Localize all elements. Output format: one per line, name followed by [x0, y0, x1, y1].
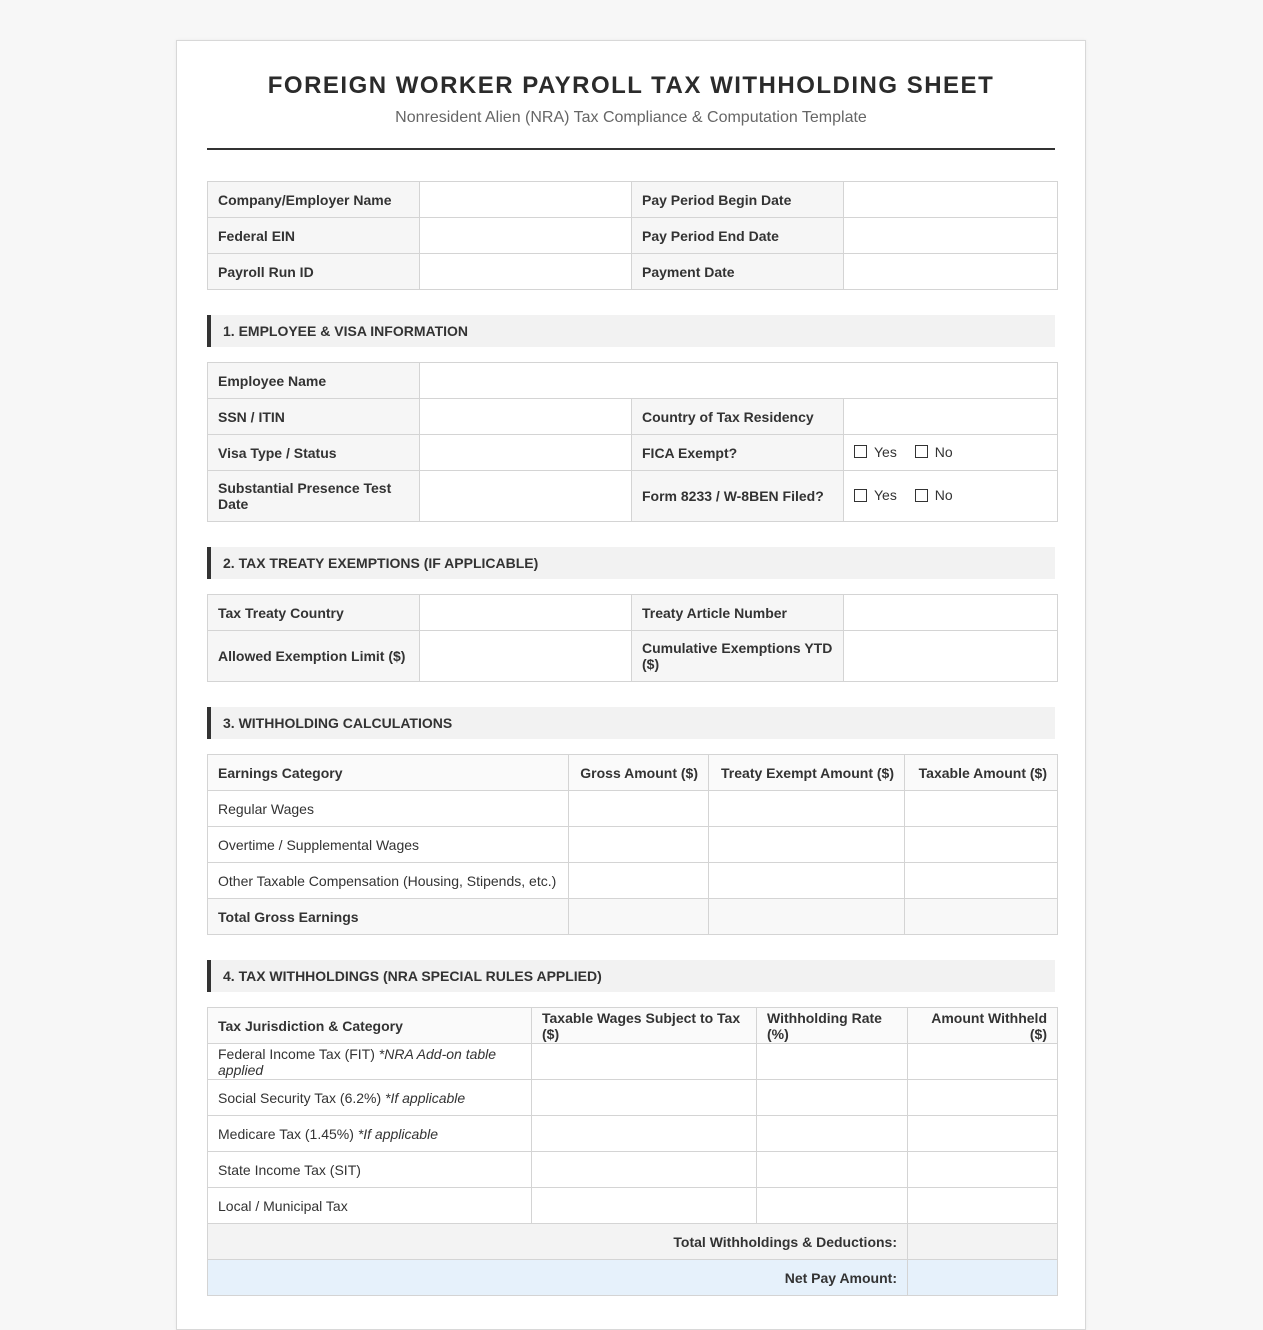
earnings-category: Other Taxable Compensation (Housing, Stipends, etc.): [208, 863, 569, 899]
pay-end-field[interactable]: [844, 218, 1058, 254]
company-field[interactable]: [420, 182, 632, 218]
withholding-sheet: [176, 40, 1086, 1330]
total-gross-label: Total Gross Earnings: [208, 899, 569, 935]
article-field[interactable]: [844, 595, 1058, 631]
pay-begin-label: Pay Period Begin Date: [632, 182, 844, 218]
net-pay-row: [208, 1260, 1058, 1296]
earnings-category: Regular Wages: [208, 791, 569, 827]
ein-field[interactable]: [420, 218, 632, 254]
tax-category-label: Local / Municipal Tax: [218, 1197, 348, 1214]
total-taxable-field[interactable]: [905, 899, 1058, 935]
total-withholdings-row: [208, 1224, 1058, 1260]
section-3-header: 3. WITHHOLDING CALCULATIONS: [207, 707, 1055, 739]
title-divider: [207, 148, 1055, 150]
cumulative-label: Cumulative Exemptions YTD ($): [632, 631, 844, 682]
company-label: Company/Employer Name: [208, 182, 420, 218]
rate-field[interactable]: [757, 1152, 908, 1188]
ssn-field[interactable]: [420, 399, 632, 435]
treaty-country-label: Tax Treaty Country: [208, 595, 420, 631]
taxable-wages-field[interactable]: [532, 1188, 757, 1224]
tax-category-note: *If applicable: [385, 1089, 466, 1106]
form-label: Form 8233 / W-8BEN Filed?: [632, 471, 844, 522]
table-row: [208, 791, 1058, 827]
earnings-category: Overtime / Supplemental Wages: [208, 827, 569, 863]
earnings-header-gross: Gross Amount ($): [569, 755, 709, 791]
earnings-table: [207, 754, 1058, 935]
net-pay-label: Net Pay Amount:: [208, 1260, 908, 1296]
form-no-checkbox[interactable]: [915, 489, 928, 502]
withholding-header-rate: Withholding Rate (%): [757, 1008, 908, 1044]
form-no-option[interactable]: [915, 487, 953, 503]
total-withholdings-field[interactable]: [908, 1224, 1058, 1260]
fica-yes-checkbox[interactable]: [854, 445, 867, 458]
total-withholdings-label: Total Withholdings & Deductions:: [208, 1224, 908, 1260]
tax-category: [208, 1152, 532, 1188]
tax-category-note: *NRA Add-on table applied: [218, 1045, 497, 1078]
payment-date-field[interactable]: [844, 254, 1058, 290]
net-pay-field[interactable]: [908, 1260, 1058, 1296]
earnings-header-category: Earnings Category: [208, 755, 569, 791]
form-yes-option[interactable]: [854, 487, 897, 503]
payment-date-label: Payment Date: [632, 254, 844, 290]
fica-no-checkbox[interactable]: [915, 445, 928, 458]
page-subtitle: Nonresident Alien (NRA) Tax Compliance & Computation Template: [395, 109, 867, 126]
total-gross-field[interactable]: [569, 899, 709, 935]
gross-amount-field[interactable]: [569, 863, 709, 899]
taxable-wages-field[interactable]: [532, 1044, 757, 1080]
taxable-wages-field[interactable]: [532, 1080, 757, 1116]
treaty-country-field[interactable]: [420, 595, 632, 631]
tax-category-label: Medicare Tax (1.45%): [218, 1125, 358, 1142]
section-2-header: 2. TAX TREATY EXEMPTIONS (IF APPLICABLE): [207, 547, 1055, 579]
cumulative-field[interactable]: [844, 631, 1058, 682]
form-no-label: No: [934, 487, 953, 504]
taxable-amount-field[interactable]: [905, 863, 1058, 899]
rate-field[interactable]: [757, 1080, 908, 1116]
tax-category-label: Federal Income Tax (FIT): [218, 1045, 379, 1062]
fica-yes-label: Yes: [874, 443, 897, 460]
withholding-header-wages: Taxable Wages Subject to Tax ($): [532, 1008, 757, 1044]
employer-info-table: [207, 181, 1058, 290]
exempt-amount-field[interactable]: [709, 827, 905, 863]
employee-name-field[interactable]: [420, 363, 1058, 399]
taxable-amount-field[interactable]: [905, 827, 1058, 863]
country-field[interactable]: [844, 399, 1058, 435]
rate-field[interactable]: [757, 1116, 908, 1152]
limit-field[interactable]: [420, 631, 632, 682]
earnings-header-exempt: Treaty Exempt Amount ($): [709, 755, 905, 791]
pay-end-label: Pay Period End Date: [632, 218, 844, 254]
visa-label: Visa Type / Status: [208, 435, 420, 471]
spt-field[interactable]: [420, 471, 632, 522]
ssn-label: SSN / ITIN: [208, 399, 420, 435]
withheld-field[interactable]: [908, 1044, 1058, 1080]
exempt-amount-field[interactable]: [709, 863, 905, 899]
fica-options: [844, 435, 1058, 471]
withholdings-table: [207, 1007, 1058, 1296]
tax-category: [208, 1188, 532, 1224]
tax-category-label: State Income Tax (SIT): [218, 1161, 361, 1178]
withheld-field[interactable]: [908, 1188, 1058, 1224]
employee-name-label: Employee Name: [208, 363, 420, 399]
form-options: [844, 471, 1058, 522]
rate-field[interactable]: [757, 1188, 908, 1224]
withheld-field[interactable]: [908, 1152, 1058, 1188]
employee-info-table: [207, 362, 1058, 522]
earnings-header-taxable: Taxable Amount ($): [905, 755, 1058, 791]
article-label: Treaty Article Number: [632, 595, 844, 631]
fica-no-option[interactable]: [915, 444, 953, 460]
tax-category-label: Social Security Tax (6.2%): [218, 1089, 386, 1106]
tax-category-note: *If applicable: [357, 1125, 438, 1142]
taxable-wages-field[interactable]: [532, 1116, 757, 1152]
rate-field[interactable]: [757, 1044, 908, 1080]
withholding-header-category: Tax Jurisdiction & Category: [208, 1008, 532, 1044]
limit-label: Allowed Exemption Limit ($): [208, 631, 420, 682]
taxable-amount-field[interactable]: [905, 791, 1058, 827]
total-exempt-field[interactable]: [709, 899, 905, 935]
run-id-label: Payroll Run ID: [208, 254, 420, 290]
run-id-field[interactable]: [420, 254, 632, 290]
withholding-header-amount: Amount Withheld ($): [908, 1008, 1058, 1044]
tax-category: [208, 1044, 532, 1080]
form-yes-checkbox[interactable]: [854, 489, 867, 502]
section-4-header: 4. TAX WITHHOLDINGS (NRA SPECIAL RULES APPLIED): [207, 960, 1055, 992]
table-row: [208, 863, 1058, 899]
table-row: [208, 1152, 1058, 1188]
tax-category: [208, 1116, 532, 1152]
page-title: FOREIGN WORKER PAYROLL TAX WITHHOLDING SHEET: [267, 72, 995, 99]
gross-amount-field[interactable]: [569, 791, 709, 827]
ein-label: Federal EIN: [208, 218, 420, 254]
fica-no-label: No: [934, 443, 953, 460]
form-yes-label: Yes: [874, 487, 897, 504]
spt-label: Substantial Presence Test Date: [208, 471, 420, 522]
fica-label: FICA Exempt?: [632, 435, 844, 471]
table-row: [208, 1080, 1058, 1116]
gross-amount-field[interactable]: [569, 827, 709, 863]
table-row: [208, 1188, 1058, 1224]
section-1-header: 1. EMPLOYEE & VISA INFORMATION: [207, 315, 1055, 347]
pay-begin-field[interactable]: [844, 182, 1058, 218]
exempt-amount-field[interactable]: [709, 791, 905, 827]
country-label: Country of Tax Residency: [632, 399, 844, 435]
table-row: [208, 1044, 1058, 1080]
withheld-field[interactable]: [908, 1116, 1058, 1152]
taxable-wages-field[interactable]: [532, 1152, 757, 1188]
tax-category: [208, 1080, 532, 1116]
total-gross-row: [208, 899, 1058, 935]
table-row: [208, 1116, 1058, 1152]
fica-yes-option[interactable]: [854, 444, 897, 460]
treaty-table: [207, 594, 1058, 682]
withheld-field[interactable]: [908, 1080, 1058, 1116]
visa-field[interactable]: [420, 435, 632, 471]
table-row: [208, 827, 1058, 863]
